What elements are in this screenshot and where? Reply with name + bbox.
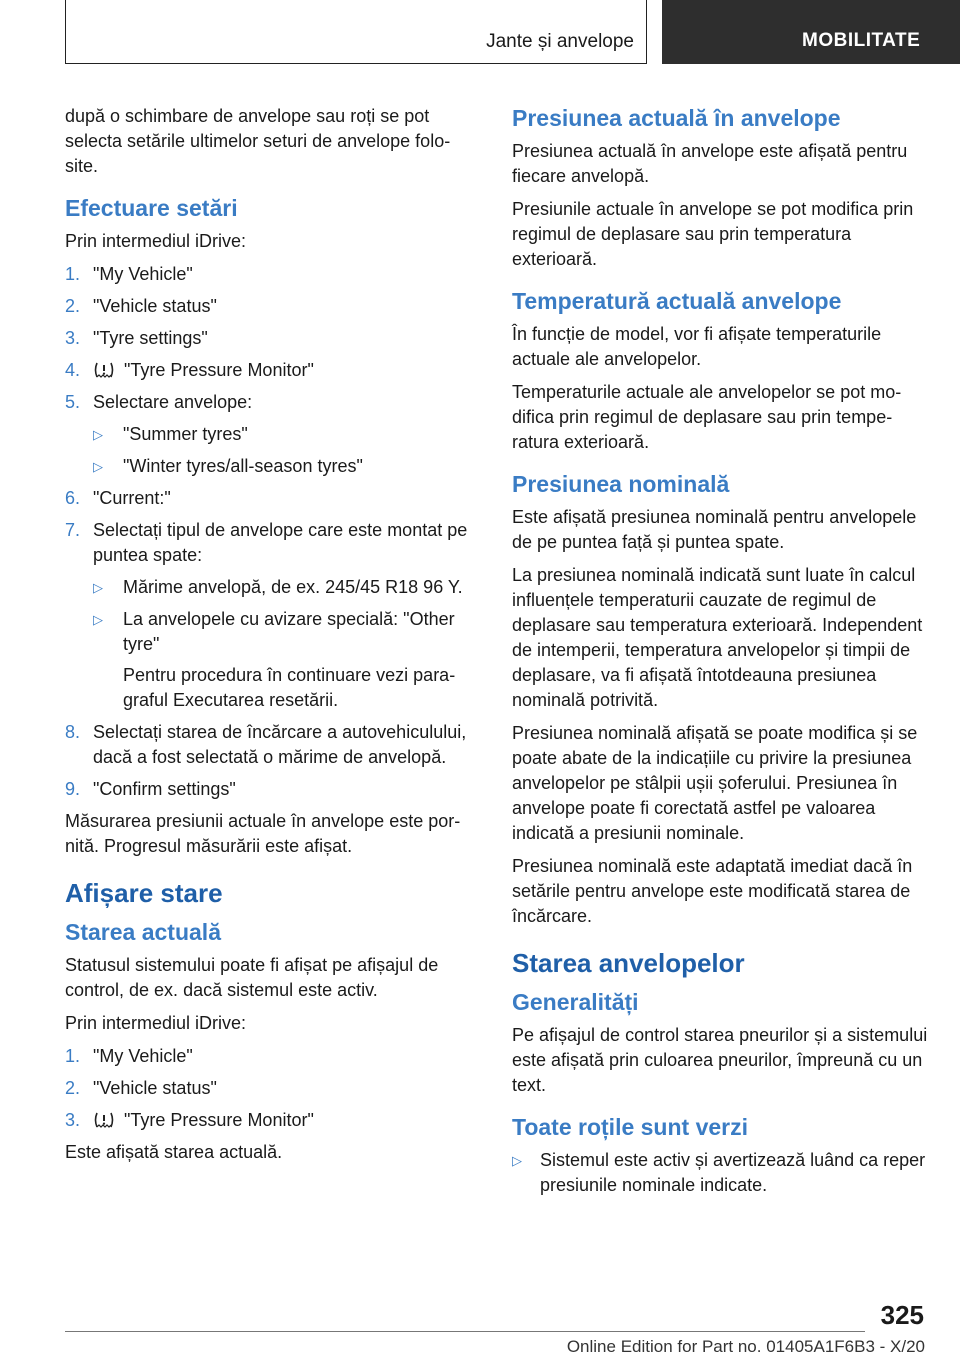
list-item [65, 777, 477, 802]
list-item [65, 720, 477, 770]
subitem-text: Mărime anvelopă, de ex. 245/45 R18 96 Y. [123, 577, 463, 597]
step-number: 1. [65, 264, 81, 284]
status-paragraph: Statusul sistemului poate fi afișat pe afișajul de control, de ex. dacă sistemul este activ. [65, 955, 439, 1000]
paragraph: Temperaturile actuale ale anvelopelor se pot modifica prin regimul de deplasare sau prin temperatura exterioară. [512, 382, 902, 452]
footer-divider [65, 1331, 865, 1332]
left-column [65, 104, 477, 1173]
heading-generalitati: Generalități [512, 989, 639, 1015]
triangle-bullet-icon: ▷ [512, 1153, 522, 1168]
header-chapter-box [662, 0, 960, 64]
paragraph: Presiunile actuale în anvelope se pot modifica prin regimul de deplasare sau prin temperatura exterioară. [512, 199, 914, 269]
intro-paragraph: după o schimbare de anvelope sau roți se pot selecta setările ultimelor seturi de anvelope folosite. [65, 106, 451, 176]
step-text: "My Vehicle" [93, 1046, 193, 1066]
step-number: 3. [65, 328, 81, 348]
step-text: "My Vehicle" [93, 264, 193, 284]
heading-starea-actuala: Starea actuală [65, 919, 221, 945]
triangle-bullet-icon: ▷ [93, 580, 103, 595]
heading-toate-rotile-verzi: Toate roțile sunt verzi [512, 1114, 749, 1140]
step-number: 2. [65, 1078, 81, 1098]
list-item [93, 607, 477, 713]
paragraph: În funcție de model, vor fi afișate temperaturile actuale ale anvelopelor. [512, 324, 882, 369]
status-steps-list [65, 1044, 477, 1133]
step-number: 2. [65, 296, 81, 316]
list-item [93, 422, 477, 447]
heading-presiunea-nominala: Presiunea nominală [512, 471, 730, 497]
idrive-paragraph-2: Prin intermediul iDrive: [65, 1013, 247, 1033]
subitem-continuation: Pentru procedura în continuare vezi paragraful Executarea resetării. [123, 665, 456, 710]
heading-temperatura-actuala: Temperatură actuală anvelope [512, 288, 842, 314]
right-column [512, 104, 932, 1198]
header-section-box [65, 0, 647, 64]
paragraph: Pe afișajul de control starea pneurilor și a sistemului este afișată prin culoarea pneurilor, împreună cu un text. [512, 1025, 928, 1095]
header-section-title: Jante și anvelope [486, 31, 634, 52]
triangle-bullet-icon: ▷ [93, 427, 103, 442]
list-item [65, 390, 477, 479]
subitem-text: "Summer tyres" [123, 424, 248, 444]
paragraph: Presiunea actuală în anvelope este afișată pentru fiecare anvelopă. [512, 141, 908, 186]
step-number: 4. [65, 360, 81, 380]
triangle-bullet-icon: ▷ [93, 459, 103, 474]
list-item [93, 454, 477, 479]
list-item [65, 486, 477, 511]
current-status-paragraph: Este afișată starea actuală. [65, 1142, 283, 1162]
tyre-pressure-warning-icon [93, 361, 115, 379]
step-text: "Tyre Pressure Monitor" [124, 1110, 314, 1130]
step-text: Selectare anvelope: [93, 392, 253, 412]
tyre-type-sublist [93, 422, 477, 479]
list-item [65, 358, 477, 383]
heading-starea-anvelopelor: Starea anvelopelor [512, 948, 745, 978]
settings-steps-list [65, 262, 477, 802]
paragraph: La presiunea nominală indicată sunt luate în calcul influențele temperaturii cauzate de regimul de deplasare sau temperatura exterioară. Independent de intemperii, temperatura anvelopelor și timpii de deplasare, va fi afișată întotdeauna presiunea nominală potrivită. [512, 565, 923, 710]
paragraph: Presiunea nominală este adaptată imediat dacă în setările pentru anvelope este modificată starea de încărcare. [512, 856, 913, 926]
bullet-text: Sistemul este activ și avertizează luând ca reper presiunile nominale indicate. [540, 1150, 926, 1195]
step-text: "Vehicle status" [93, 1078, 217, 1098]
paragraph: Este afișată presiunea nominală pentru anvelopele de pe puntea față și puntea spate. [512, 507, 917, 552]
step-text: Selectați starea de încărcare a autovehiculului, dacă a fost selectată o mărime de anvelopă. [93, 722, 467, 767]
paragraph: Presiunea nominală afișată se poate modifica și se poate abate de la indicațiile cu privire la presiunea anvelopelor pe stâlpii ușii șoferului. Presiunea în anvelope poate fi corectată astfel pe valoarea indicată a presiunii nominale. [512, 723, 918, 843]
list-item [65, 262, 477, 287]
rear-tyre-sublist [93, 575, 477, 713]
green-wheels-list [512, 1148, 932, 1198]
step-number: 9. [65, 779, 81, 799]
list-item [65, 326, 477, 351]
list-item [93, 575, 477, 600]
step-number: 6. [65, 488, 81, 508]
list-item [65, 518, 477, 713]
header-chapter-title: MOBILITATE [802, 30, 921, 51]
step-text: "Tyre settings" [93, 328, 208, 348]
step-text: "Current:" [93, 488, 171, 508]
tyre-pressure-warning-icon [93, 1111, 115, 1129]
step-text: "Tyre Pressure Monitor" [124, 360, 314, 380]
step-text: Selectați tipul de anvelope care este montat pe puntea spate: [93, 520, 468, 565]
step-text: "Confirm settings" [93, 779, 236, 799]
list-item [512, 1148, 932, 1198]
step-number: 1. [65, 1046, 81, 1066]
step-number: 7. [65, 520, 81, 540]
page-number: 325 [880, 1300, 924, 1330]
step-number: 8. [65, 722, 81, 742]
list-item [65, 1076, 477, 1101]
subitem-text: La anvelopele cu avizare specială: "Other tyre" [123, 609, 455, 654]
heading-afisare-stare: Afișare stare [65, 878, 223, 908]
list-item [65, 294, 477, 319]
triangle-bullet-icon: ▷ [93, 612, 103, 627]
heading-presiunea-actuala: Presiunea actuală în anvelope [512, 105, 841, 131]
heading-efectuare-setari: Efectuare setări [65, 195, 238, 221]
subitem-text: "Winter tyres/all-season tyres" [123, 456, 363, 476]
step-number: 3. [65, 1110, 81, 1130]
step-text: "Vehicle status" [93, 296, 217, 316]
footer-edition: Online Edition for Part no. 01405A1F6B3 - X/20 [566, 1337, 925, 1356]
step-number: 5. [65, 392, 81, 412]
list-item [65, 1108, 477, 1133]
measurement-paragraph: Măsurarea presiunii actuale în anvelope este pornită. Progresul măsurării este afișat. [65, 811, 461, 856]
idrive-paragraph: Prin intermediul iDrive: [65, 231, 247, 251]
list-item [65, 1044, 477, 1069]
